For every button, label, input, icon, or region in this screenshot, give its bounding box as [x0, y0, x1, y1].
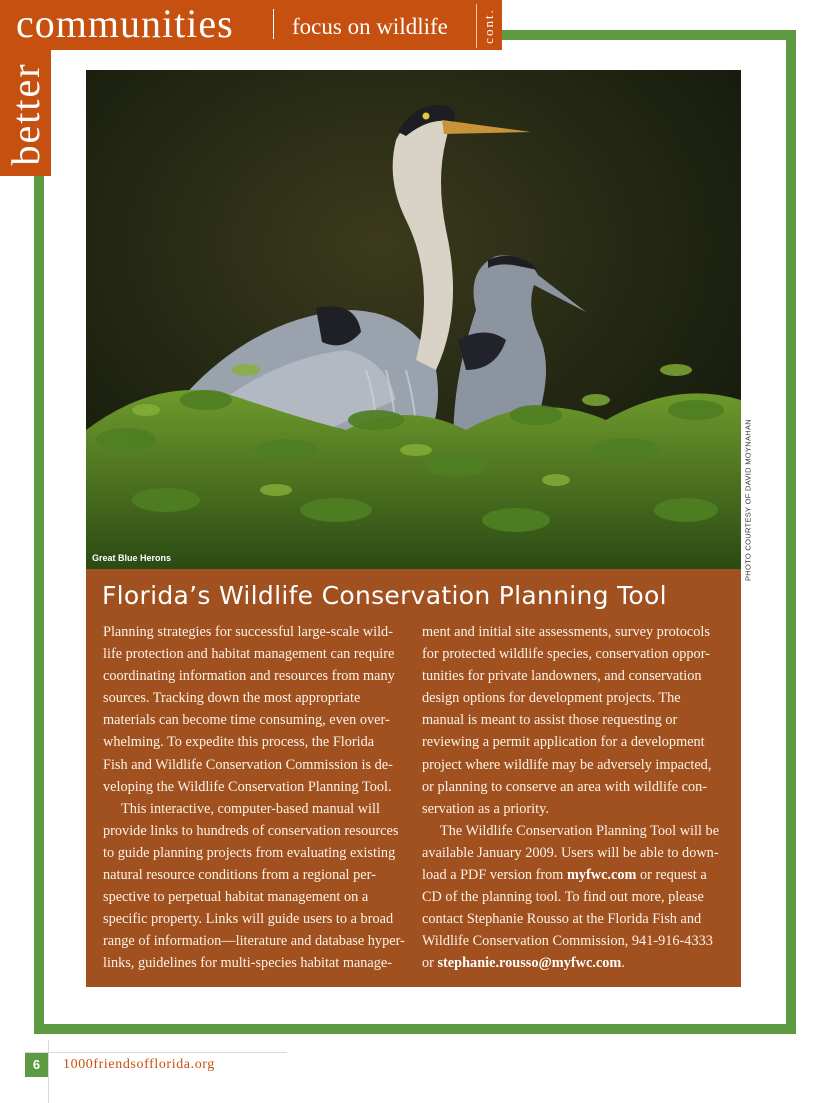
text-line: CD of the planning tool. To find out more, please: [422, 889, 704, 906]
text-fragment: load a PDF version from: [422, 867, 567, 884]
text-line: Fish and Wildlife Conservation Commission is de-: [103, 756, 393, 773]
article-paragraph: [422, 820, 728, 975]
photo-caption: Great Blue Herons: [92, 553, 172, 563]
side-tab-label: better: [3, 62, 48, 166]
article-column-right: [422, 621, 728, 975]
text-line: [422, 952, 728, 974]
text-line: tunities for private landowners, and conservation: [422, 668, 702, 685]
section-subtitle: focus on wildlife: [292, 14, 448, 39]
text-line: servation as a priority.: [422, 800, 549, 817]
text-line: or planning to conserve an area with wildlife con-: [422, 778, 708, 795]
text-line: project where wildlife may be adversely impacted,: [422, 756, 712, 773]
text-fragment: .: [621, 955, 625, 972]
section-header: [0, 0, 502, 50]
text-line: Wildlife Conservation Commission, 941-916-4333: [422, 933, 713, 950]
text-line: manual is meant to assist those requesting or: [422, 712, 678, 729]
heron-photo: [86, 70, 741, 569]
text-line: life protection and habitat management can require: [103, 646, 395, 663]
article-box: [86, 569, 741, 987]
text-line: whelming. To expedite this process, the Florida: [103, 734, 375, 751]
continued-tag: [476, 4, 501, 48]
text-fragment: or request a: [636, 867, 707, 884]
text-line: sources. Tracking down the most appropriate: [103, 690, 361, 707]
footer-rule-vertical: [48, 1040, 49, 1103]
photo-credit: PHOTO COURTESY OF DAVID MOYNAHAN: [743, 419, 753, 581]
text-line: specific property. Links will guide users to a broad: [103, 911, 394, 928]
text-line: coordinating information and resources from many: [103, 668, 395, 685]
text-line: natural resource conditions from a regional per-: [103, 867, 376, 884]
text-line: [422, 864, 728, 886]
article-paragraph: [422, 621, 728, 820]
continued-tag-label: cont.: [481, 8, 496, 44]
text-line: available January 2009. Users will be able to down-: [422, 844, 719, 861]
text-line: design options for development projects. The: [422, 690, 681, 707]
email-link[interactable]: stephanie.rousso@myfwc.com: [437, 955, 622, 972]
article-column-left: [103, 621, 409, 975]
footer-rule: [25, 1052, 287, 1053]
text-line: The Wildlife Conservation Planning Tool will be: [440, 822, 720, 839]
section-title: communities: [16, 1, 234, 46]
text-line: for protected wildlife species, conservation oppor-: [422, 646, 710, 663]
header-divider: [273, 9, 274, 39]
text-line: veloping the Wildlife Conservation Planning Tool.: [103, 778, 392, 795]
article-title: Florida’s Wildlife Conservation Planning Tool: [102, 581, 667, 610]
text-line: to guide planning projects from evaluating existing: [103, 844, 396, 861]
text-line: contact Stephanie Rousso at the Florida Fish and: [422, 911, 702, 928]
text-line: Planning strategies for successful large-scale wild-: [103, 624, 393, 640]
text-line: range of information—literature and database hyper-: [103, 933, 405, 950]
text-line: reviewing a permit application for a development: [422, 734, 705, 751]
text-fragment: or: [422, 955, 438, 972]
footer-website: 1000friendsofflorida.org: [63, 1057, 215, 1072]
heron-illustration: [86, 70, 741, 569]
text-line: provide links to hundreds of conservation resources: [103, 822, 399, 839]
text-line: links, guidelines for multi-species habitat manage-: [103, 955, 393, 972]
website-link[interactable]: myfwc.com: [566, 867, 637, 884]
text-line: materials can become time consuming, even over-: [103, 712, 390, 729]
page-number: 6: [25, 1053, 48, 1077]
article-paragraph: [103, 621, 409, 798]
article-paragraph: [103, 798, 409, 975]
text-line: This interactive, computer-based manual will: [121, 800, 380, 817]
text-line: ment and initial site assessments, survey protocols: [422, 624, 710, 640]
text-line: spective to perpetual habitat management on a: [103, 889, 369, 906]
